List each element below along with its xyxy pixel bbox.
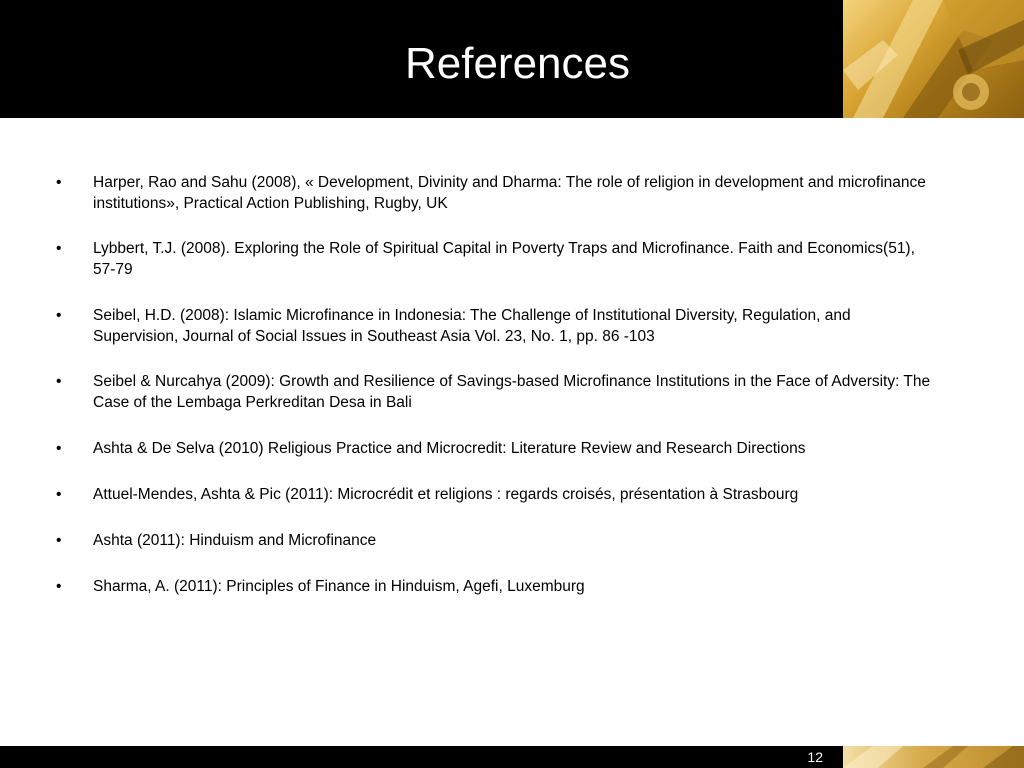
bullet-icon: •: [56, 440, 62, 457]
reference-item: [56, 305, 936, 347]
bullet-icon: •: [56, 532, 62, 549]
reference-item: [56, 576, 936, 597]
reference-text: Attuel-Mendes, Ashta & Pic (2011): Microcrédit et religions : regards croisés, présentation à Strasbourg: [93, 486, 799, 503]
bullet-icon: •: [56, 240, 62, 257]
footer-bar: [0, 746, 843, 768]
reference-item: [56, 238, 936, 280]
reference-text: Ashta & De Selva (2010) Religious Practice and Microcredit: Literature Review and Research Directions: [93, 440, 806, 457]
bullet-icon: •: [56, 486, 62, 503]
reference-text: Sharma, A. (2011): Principles of Finance in Hinduism, Agefi, Luxemburg: [93, 578, 585, 595]
footer-decorative-image: [843, 746, 1024, 768]
reference-text: Seibel, H.D. (2008): Islamic Microfinance in Indonesia: The Challenge of Institutional Diversity, Regulation, and Supervision, Journal of Social Issues in Southeast Asia Vol. 23, No. 1, pp. 86 -103: [93, 307, 851, 345]
reference-text: Ashta (2011): Hinduism and Microfinance: [93, 532, 377, 549]
reference-item: [56, 438, 936, 459]
slide-number: 12: [807, 749, 823, 765]
reference-text: Lybbert, T.J. (2008). Exploring the Role of Spiritual Capital in Poverty Traps and Microfinance. Faith and Economics(51), 57-79: [93, 240, 915, 278]
reference-item: [56, 484, 936, 505]
reference-item: [56, 172, 936, 214]
reference-text: Seibel & Nurcahya (2009): Growth and Resilience of Savings-based Microfinance Institutions in the Face of Adversity: The Case of the Lembaga Perkreditan Desa in Bali: [93, 373, 931, 411]
bullet-icon: •: [56, 307, 62, 324]
reference-item: [56, 371, 936, 413]
bullet-icon: •: [56, 174, 62, 191]
bullet-icon: •: [56, 578, 62, 595]
reference-item: [56, 530, 936, 551]
bullet-icon: •: [56, 373, 62, 390]
reference-text: Harper, Rao and Sahu (2008), « Development, Divinity and Dharma: The role of religion in development and microfinance institutions», Practical Action Publishing, Rugby, UK: [93, 174, 926, 212]
slide-title: References: [404, 39, 630, 88]
header-decorative-image: [843, 0, 1024, 118]
header-bar: [0, 0, 843, 118]
